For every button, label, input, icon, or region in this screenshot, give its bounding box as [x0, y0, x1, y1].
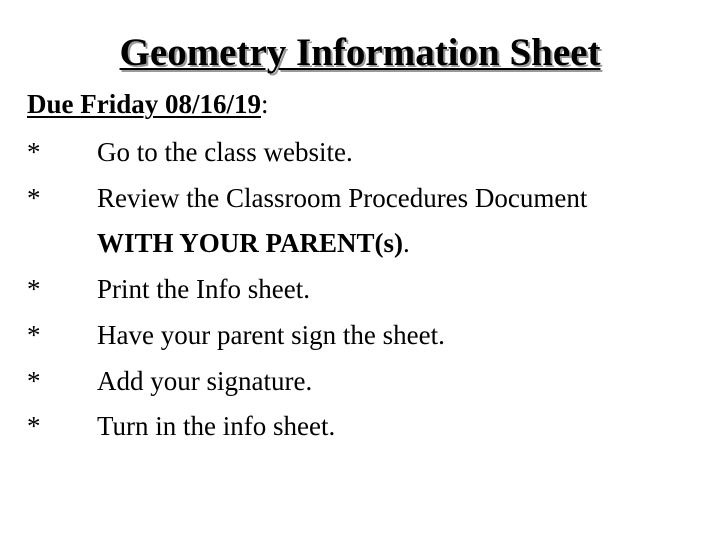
list-item [27, 404, 587, 450]
due-date-line [27, 86, 269, 122]
list-item-body [97, 404, 335, 450]
list-item [27, 313, 587, 359]
list-item-body [97, 267, 310, 313]
list-item-text: Turn in the info sheet. [97, 411, 336, 442]
list-item [27, 130, 587, 176]
emphasis-text: WITH YOUR PARENT(s) [97, 228, 404, 259]
bullet-marker: * [27, 182, 41, 213]
list-item-text: Go to the class website. [97, 137, 353, 167]
title-text: Geometry Information Sheet [119, 31, 601, 74]
list-item-body [97, 313, 445, 359]
bullet-marker: * [27, 137, 41, 167]
list-item-text: Review the Classroom Procedures Document [97, 182, 588, 213]
list-item [27, 267, 587, 313]
bullet-marker: * [27, 319, 41, 350]
page-title [0, 28, 720, 78]
bullet-marker: * [27, 411, 41, 442]
list-item-body [97, 359, 312, 405]
list-item-text: Add your signature. [97, 365, 313, 396]
bullet-marker: * [27, 365, 41, 396]
list-item-body [97, 130, 353, 176]
list-item-body [97, 176, 587, 267]
list-item [27, 176, 587, 267]
due-date-label: Due Friday 08/16/19 [27, 89, 261, 119]
instruction-list [27, 130, 587, 450]
list-item [27, 359, 587, 405]
continuation-period: . [403, 228, 410, 259]
bullet-marker: * [27, 274, 41, 305]
due-date-colon: : [261, 89, 269, 119]
list-item-continuation [97, 221, 587, 267]
list-item-text: Print the Info sheet. [97, 274, 310, 305]
list-item-text: Have your parent sign the sheet. [97, 319, 445, 350]
